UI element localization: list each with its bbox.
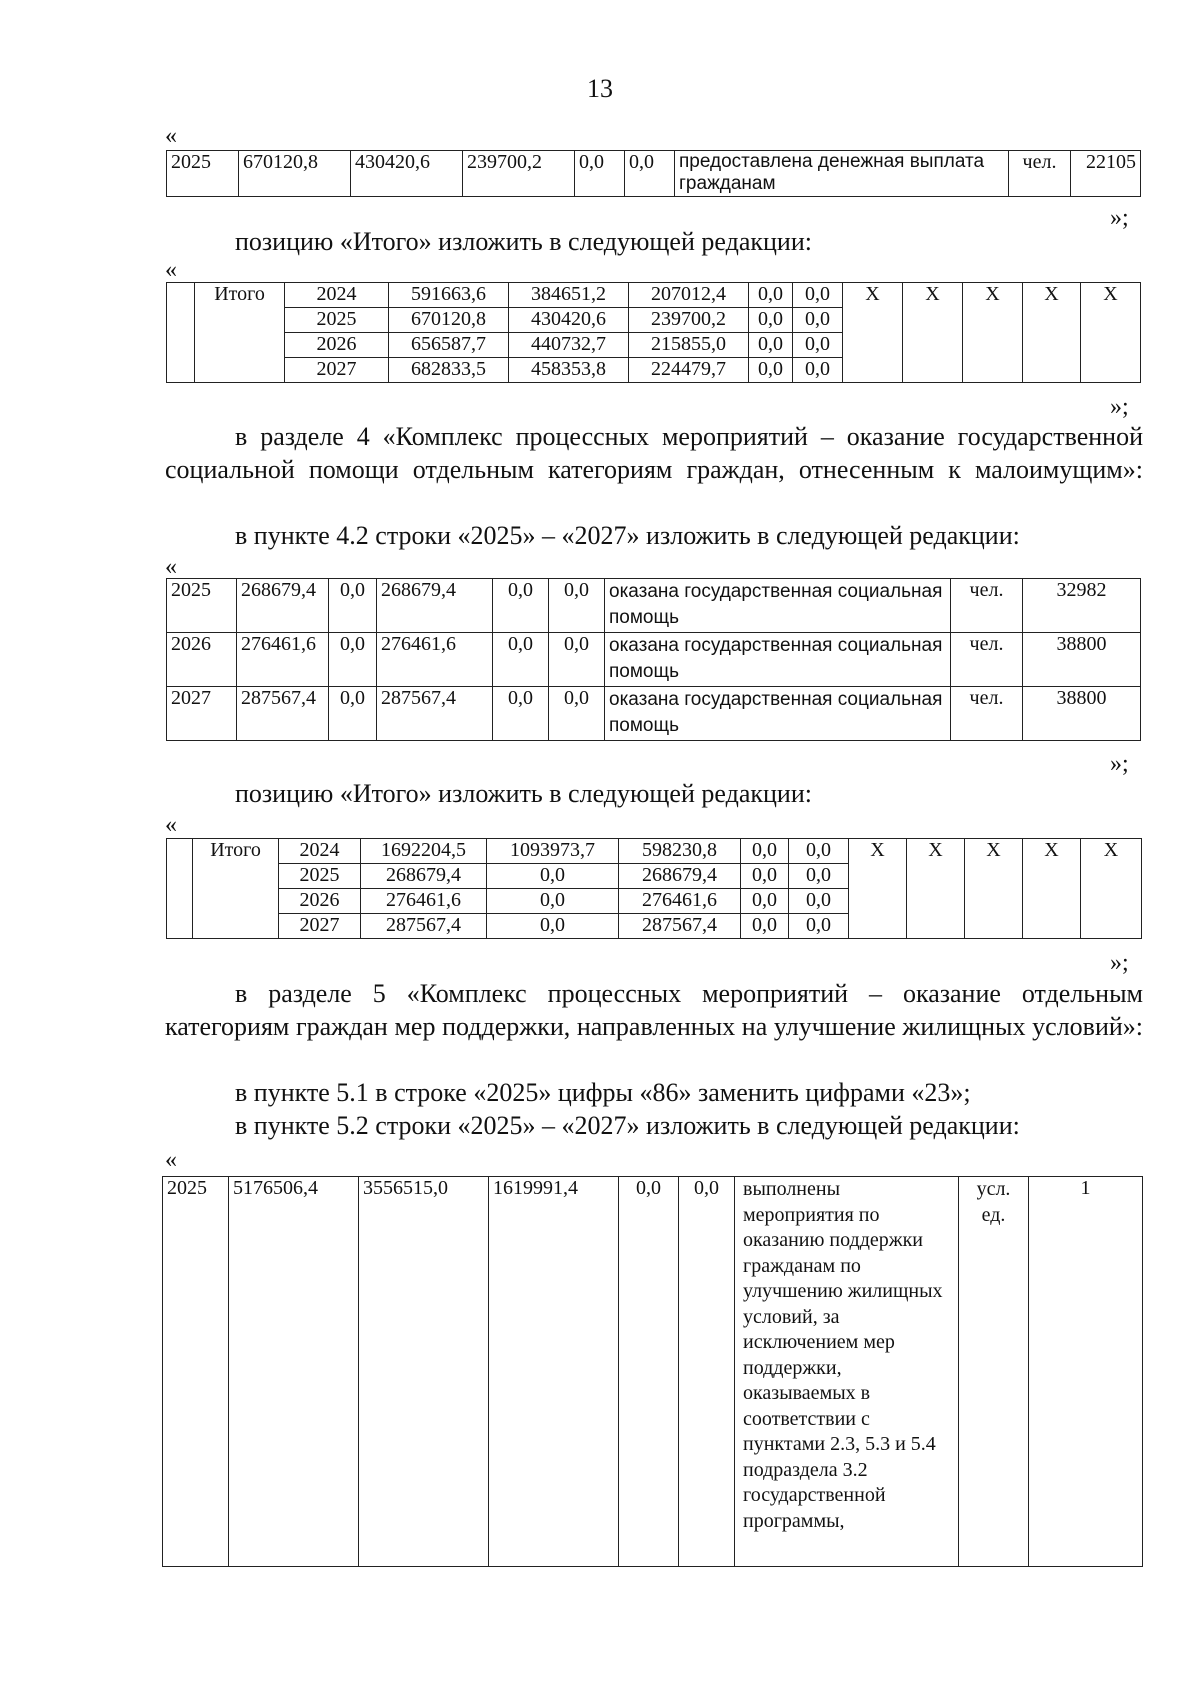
table-row (167, 633, 1141, 687)
cell-regional: 287567,4 (619, 914, 741, 939)
cell-year: 2024 (285, 283, 389, 308)
paragraph-point-4-2: в пункте 4.2 строки «2025» – «2027» изложить в следующей редакции: (235, 521, 1020, 550)
cell-local: 0,0 (493, 633, 549, 687)
paragraph-text: в разделе 4 «Комплекс процессных мероприятий – оказание государственной социальной помощи отдельным категориям граждан, отнесенным к малоимущим»: (165, 422, 1143, 484)
cell-other: 0,0 (789, 889, 849, 914)
cell-other: 0,0 (625, 151, 675, 197)
cell-result: оказана государственная социальная помощь (605, 579, 951, 633)
cell-unit: чел. (951, 633, 1023, 687)
cell-total: 670120,8 (239, 151, 351, 197)
cell-other: 0,0 (549, 633, 605, 687)
cell-value: 38800 (1023, 687, 1141, 741)
cell-other: 0,0 (679, 1177, 735, 1567)
cell-local: 0,0 (493, 687, 549, 741)
quote-open: « (165, 554, 177, 580)
cell-year: 2025 (167, 151, 239, 197)
cell-regional: 239700,2 (463, 151, 575, 197)
cell-total: 670120,8 (389, 308, 509, 333)
cell-federal: 430420,6 (351, 151, 463, 197)
paragraph-section-5 (165, 977, 1143, 1077)
quote-close: »; (1110, 950, 1129, 976)
cell-regional: 1619991,4 (489, 1177, 619, 1567)
cell-year: 2024 (279, 839, 361, 864)
cell-regional: 215855,0 (629, 333, 749, 358)
cell-other: 0,0 (793, 308, 843, 333)
cell-year: 2027 (167, 687, 237, 741)
cell-regional: 268679,4 (377, 579, 493, 633)
cell-other: 0,0 (793, 283, 843, 308)
table-point-4-2 (166, 578, 1141, 741)
cell-unit: чел. (951, 687, 1023, 741)
cell-local: 0,0 (741, 889, 789, 914)
cell-total: 287567,4 (237, 687, 329, 741)
quote-close: »; (1110, 205, 1129, 231)
cell-local: 0,0 (749, 333, 793, 358)
cell-federal: 440732,7 (509, 333, 629, 358)
table-itogo-1 (166, 282, 1141, 383)
cell-result: предоставлена денежная выплата гражданам (675, 151, 1009, 197)
cell-other: 0,0 (793, 333, 843, 358)
cell-total: 5176506,4 (229, 1177, 359, 1567)
paragraph-itogo-1: позицию «Итого» изложить в следующей редакции: (235, 227, 812, 256)
paragraph-text: в разделе 5 «Комплекс процессных мероприятий – оказание отдельным категориям граждан мер поддержки, направленных на улучшение жилищных условий»: (165, 979, 1143, 1041)
cell-blank (167, 839, 193, 939)
cell-federal: 0,0 (329, 579, 377, 633)
cell-value: 1 (1029, 1177, 1143, 1567)
cell-total: 276461,6 (237, 633, 329, 687)
cell-other: 0,0 (793, 358, 843, 383)
cell-other: 0,0 (549, 687, 605, 741)
cell-regional: 598230,8 (619, 839, 741, 864)
cell-label: Итого (193, 839, 279, 939)
cell-unit: чел. (951, 579, 1023, 633)
cell-local: 0,0 (749, 283, 793, 308)
table-row (163, 1177, 1143, 1567)
cell-regional: 224479,7 (629, 358, 749, 383)
cell-total: 287567,4 (361, 914, 487, 939)
cell-value: 32982 (1023, 579, 1141, 633)
cell-x: Х (1023, 839, 1081, 939)
cell-federal: 3556515,0 (359, 1177, 489, 1567)
cell-federal: 0,0 (487, 864, 619, 889)
cell-federal: 384651,2 (509, 283, 629, 308)
cell-local: 0,0 (749, 358, 793, 383)
cell-regional: 276461,6 (619, 889, 741, 914)
cell-year: 2027 (285, 358, 389, 383)
cell-year: 2025 (163, 1177, 229, 1567)
cell-federal: 0,0 (329, 633, 377, 687)
quote-open: « (165, 1147, 177, 1173)
cell-total: 682833,5 (389, 358, 509, 383)
quote-open: « (165, 257, 177, 283)
cell-year: 2026 (167, 633, 237, 687)
cell-year: 2026 (285, 333, 389, 358)
cell-federal: 430420,6 (509, 308, 629, 333)
table-row (167, 839, 1142, 864)
cell-x: Х (963, 283, 1023, 383)
quote-close: »; (1110, 394, 1129, 420)
cell-federal: 1093973,7 (487, 839, 619, 864)
cell-value: 38800 (1023, 633, 1141, 687)
paragraph-itogo-2: позицию «Итого» изложить в следующей редакции: (235, 779, 812, 808)
table-row (167, 283, 1141, 308)
cell-total: 268679,4 (361, 864, 487, 889)
cell-regional: 287567,4 (377, 687, 493, 741)
cell-total: 268679,4 (237, 579, 329, 633)
cell-value: 22105 (1071, 151, 1141, 197)
cell-local: 0,0 (741, 864, 789, 889)
cell-result: оказана государственная социальная помощь (605, 687, 951, 741)
cell-x: Х (907, 839, 965, 939)
cell-x: Х (965, 839, 1023, 939)
table-payment-row (166, 150, 1141, 197)
page-number: 13 (587, 74, 613, 103)
paragraph-point-5-2: в пункте 5.2 строки «2025» – «2027» изложить в следующей редакции: (235, 1111, 1020, 1140)
cell-local: 0,0 (749, 308, 793, 333)
cell-federal: 0,0 (329, 687, 377, 741)
cell-x: Х (849, 839, 907, 939)
table-row (167, 687, 1141, 741)
cell-x: Х (843, 283, 903, 383)
quote-open: « (165, 123, 177, 149)
cell-local: 0,0 (741, 914, 789, 939)
table-row (167, 579, 1141, 633)
cell-federal: 0,0 (487, 889, 619, 914)
cell-result: оказана государственная социальная помощь (605, 633, 951, 687)
paragraph-section-4 (165, 420, 1143, 520)
cell-unit: усл. ед. (959, 1177, 1029, 1567)
cell-x: Х (1081, 283, 1141, 383)
table-row (167, 151, 1141, 197)
cell-local: 0,0 (619, 1177, 679, 1567)
table-itogo-2 (166, 838, 1142, 939)
cell-regional: 276461,6 (377, 633, 493, 687)
cell-total: 656587,7 (389, 333, 509, 358)
cell-other: 0,0 (549, 579, 605, 633)
cell-federal: 458353,8 (509, 358, 629, 383)
cell-federal: 0,0 (487, 914, 619, 939)
cell-x: Х (1023, 283, 1081, 383)
cell-year: 2025 (167, 579, 237, 633)
cell-other: 0,0 (789, 839, 849, 864)
cell-year: 2025 (279, 864, 361, 889)
cell-total: 276461,6 (361, 889, 487, 914)
cell-other: 0,0 (789, 864, 849, 889)
cell-total: 1692204,5 (361, 839, 487, 864)
cell-regional: 268679,4 (619, 864, 741, 889)
paragraph-point-5-1: в пункте 5.1 в строке «2025» цифры «86» заменить цифрами «23»; (235, 1078, 971, 1107)
cell-year: 2025 (285, 308, 389, 333)
cell-year: 2027 (279, 914, 361, 939)
cell-local: 0,0 (741, 839, 789, 864)
cell-unit: чел. (1009, 151, 1071, 197)
cell-year: 2026 (279, 889, 361, 914)
quote-open: « (165, 812, 177, 838)
cell-x: Х (903, 283, 963, 383)
cell-label: Итого (195, 283, 285, 383)
cell-regional: 207012,4 (629, 283, 749, 308)
quote-close: »; (1110, 751, 1129, 777)
cell-blank (167, 283, 195, 383)
cell-result: выполнены мероприятия по оказанию поддержки гражданам по улучшению жилищных условий, за исключением мер поддержки, оказываемых в соответствии с пунктами 2.3, 5.3 и 5.4 подраздела 3.2 государственной программы, (735, 1177, 959, 1567)
cell-x: Х (1081, 839, 1142, 939)
cell-other: 0,0 (789, 914, 849, 939)
cell-local: 0,0 (493, 579, 549, 633)
cell-regional: 239700,2 (629, 308, 749, 333)
cell-local: 0,0 (575, 151, 625, 197)
table-point-5-2 (162, 1176, 1143, 1567)
cell-total: 591663,6 (389, 283, 509, 308)
